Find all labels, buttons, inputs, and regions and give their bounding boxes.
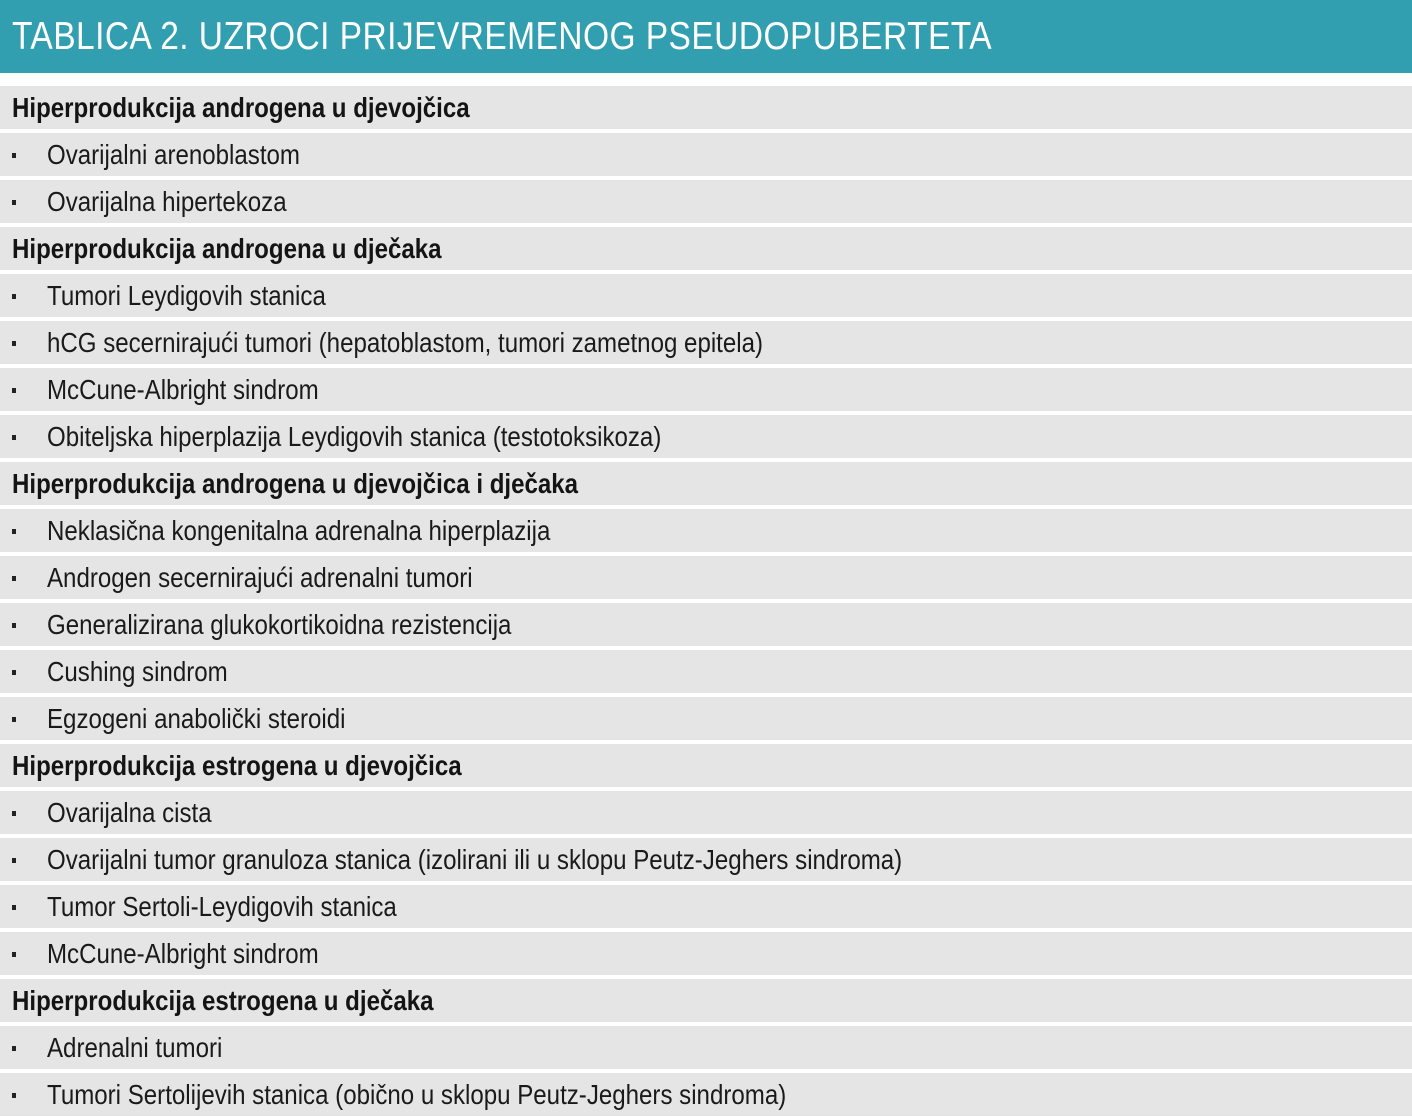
list-item-row	[0, 932, 1412, 975]
list-item-text: hCG secernirajući tumori (hepatoblastom, tumori zametnog epitela)	[47, 326, 764, 358]
bullet-icon	[12, 811, 16, 816]
list-item-row	[0, 415, 1412, 458]
bullet-icon	[12, 717, 16, 722]
list-item-text: Neklasična kongenitalna adrenalna hiperplazija	[47, 514, 551, 546]
list-item-row	[0, 556, 1412, 599]
list-item-text: Egzogeni anabolički steroidi	[47, 702, 346, 734]
list-item-row	[0, 368, 1412, 411]
section-header-row	[0, 462, 1412, 505]
list-item-text: McCune-Albright sindrom	[47, 937, 319, 969]
list-item-row	[0, 180, 1412, 223]
list-item-row	[0, 1026, 1412, 1069]
bullet-icon	[12, 905, 16, 910]
bullet-icon	[12, 670, 16, 675]
list-item-text: Generalizirana glukokortikoidna rezistencija	[47, 608, 512, 640]
bullet-icon	[12, 435, 16, 440]
section-header-row	[0, 86, 1412, 129]
bullet-icon	[12, 858, 16, 863]
list-item-text: Tumori Sertolijevih stanica (obično u sklopu Peutz-Jeghers sindroma)	[47, 1078, 787, 1110]
bullet-icon	[12, 388, 16, 393]
list-item-text: Cushing sindrom	[47, 655, 228, 687]
list-item-row	[0, 791, 1412, 834]
list-item-row	[0, 838, 1412, 881]
bullet-icon	[12, 576, 16, 581]
bullet-icon	[12, 153, 16, 158]
bullet-icon	[12, 341, 16, 346]
section-header-row	[0, 744, 1412, 787]
list-item-text: Androgen secernirajući adrenalni tumori	[47, 561, 473, 593]
list-item-row	[0, 885, 1412, 928]
list-item-text: McCune-Albright sindrom	[47, 373, 319, 405]
list-item-text: Tumor Sertoli-Leydigovih stanica	[47, 890, 397, 922]
bullet-icon	[12, 623, 16, 628]
bullet-icon	[12, 200, 16, 205]
section-header-text: Hiperprodukcija estrogena u dječaka	[12, 984, 434, 1016]
section-header-row	[0, 979, 1412, 1022]
list-item-row	[0, 509, 1412, 552]
section-header-text: Hiperprodukcija androgena u dječaka	[12, 232, 442, 264]
list-item-row	[0, 133, 1412, 176]
bullet-icon	[12, 294, 16, 299]
table-body	[0, 86, 1412, 1120]
list-item-row	[0, 650, 1412, 693]
bullet-icon	[12, 952, 16, 957]
bullet-icon	[12, 1093, 16, 1098]
list-item-row	[0, 321, 1412, 364]
section-header-text: Hiperprodukcija androgena u djevojčica	[12, 91, 470, 123]
list-item-text: Ovarijalna hipertekoza	[47, 185, 287, 217]
list-item-text: Tumori Leydigovih stanica	[47, 279, 326, 311]
section-header-text: Hiperprodukcija androgena u djevojčica i dječaka	[12, 467, 579, 499]
list-item-text: Ovarijalni tumor granuloza stanica (izolirani ili u sklopu Peutz-Jeghers sindroma)	[47, 843, 903, 875]
section-header-row	[0, 227, 1412, 270]
list-item-text: Adrenalni tumori	[47, 1031, 223, 1063]
bullet-icon	[12, 529, 16, 534]
list-item-row	[0, 274, 1412, 317]
table-title: TABLICA 2. UZROCI PRIJEVREMENOG PSEUDOPUBERTETA	[12, 14, 993, 58]
list-item-row	[0, 697, 1412, 740]
section-header-text: Hiperprodukcija estrogena u djevojčica	[12, 749, 462, 781]
list-item-text: Obiteljska hiperplazija Leydigovih stanica (testotoksikoza)	[47, 420, 662, 452]
list-item-row	[0, 603, 1412, 646]
bullet-icon	[12, 1046, 16, 1051]
list-item-text: Ovarijalni arenoblastom	[47, 138, 300, 170]
list-item-text: Ovarijalna cista	[47, 796, 212, 828]
table-title-band	[0, 0, 1412, 73]
list-item-row	[0, 1073, 1412, 1116]
